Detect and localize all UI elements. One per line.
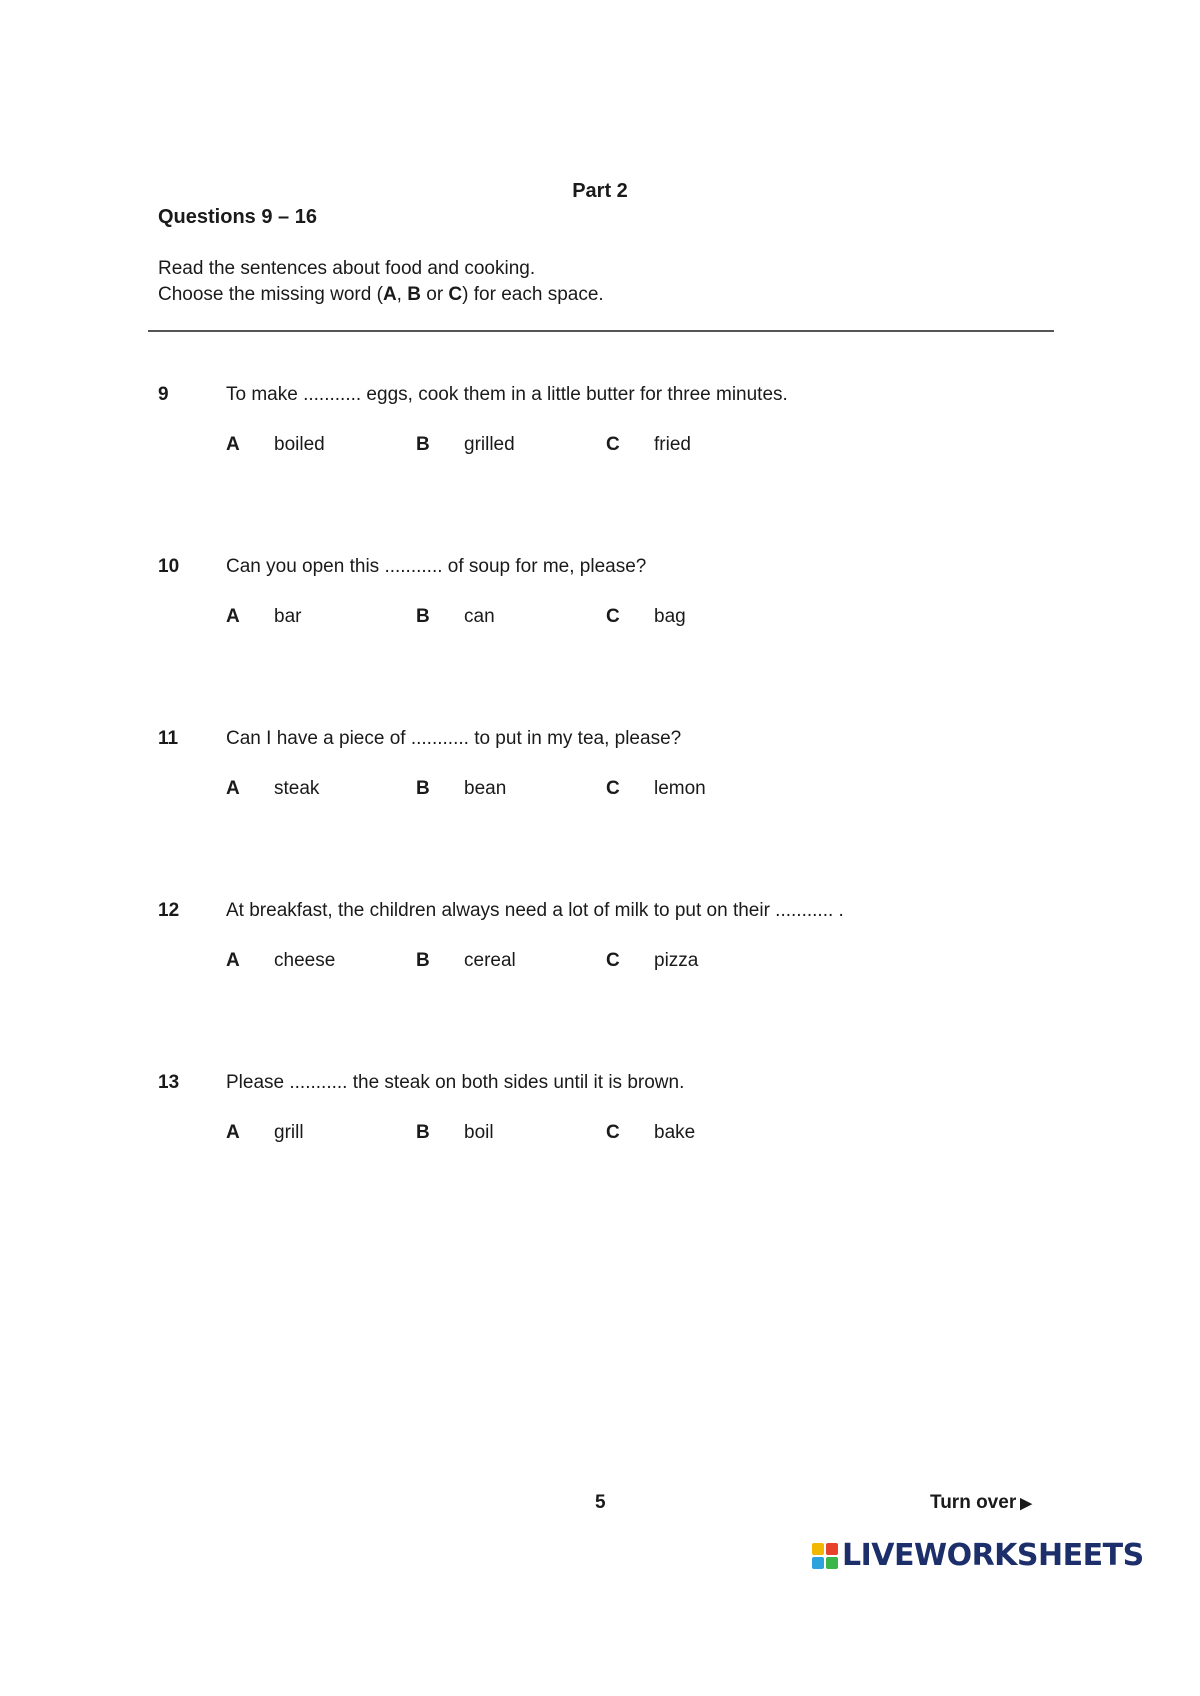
- option-c[interactable]: lemon: [654, 778, 706, 799]
- option-letter-c: C: [606, 950, 620, 971]
- instructions: [158, 256, 604, 308]
- question-number: 11: [158, 728, 179, 749]
- option-c[interactable]: pizza: [654, 950, 699, 971]
- option-letter-a: A: [226, 778, 240, 799]
- option-a[interactable]: cheese: [274, 950, 336, 971]
- option-letter-c: C: [606, 434, 620, 455]
- option-letter-a: A: [226, 434, 240, 455]
- instruction-line-1: Read the sentences about food and cooking.: [158, 258, 536, 279]
- question-number: 10: [158, 556, 180, 577]
- option-letter-b: B: [416, 950, 430, 971]
- option-c[interactable]: bag: [654, 606, 686, 627]
- option-letter-b: B: [416, 606, 430, 627]
- logo-square-1: [812, 1543, 824, 1555]
- option-b[interactable]: cereal: [464, 950, 516, 971]
- turn-over: [930, 1492, 1032, 1514]
- option-letter-c: C: [606, 1122, 620, 1143]
- question-number: 9: [158, 384, 169, 405]
- question-text: At breakfast, the children always need a lot of milk to put on their ........... .: [226, 900, 844, 921]
- option-letter-a: A: [226, 606, 240, 627]
- option-letter-a: A: [226, 1122, 240, 1143]
- option-c[interactable]: fried: [654, 434, 691, 455]
- question-text: To make ........... eggs, cook them in a little butter for three minutes.: [226, 384, 788, 405]
- option-letter-b: B: [416, 1122, 430, 1143]
- option-a[interactable]: grill: [274, 1122, 304, 1143]
- option-b[interactable]: grilled: [464, 434, 515, 455]
- logo-square-4: [826, 1557, 838, 1569]
- option-letter-a: A: [226, 950, 240, 971]
- option-b[interactable]: bean: [464, 778, 507, 799]
- turn-over-label: Turn over: [930, 1492, 1017, 1513]
- option-letter-c: C: [606, 778, 620, 799]
- question-text: Can you open this ........... of soup for me, please?: [226, 556, 647, 577]
- option-a[interactable]: steak: [274, 778, 320, 799]
- option-letter-c: C: [606, 606, 620, 627]
- questions-range: Questions 9 – 16: [158, 206, 317, 228]
- option-b[interactable]: boil: [464, 1122, 494, 1143]
- logo-square-3: [812, 1557, 824, 1569]
- instruction-line-2: Choose the missing word (A, B or C) for each space.: [158, 284, 604, 305]
- question-number: 13: [158, 1072, 180, 1093]
- option-letter-b: B: [416, 778, 430, 799]
- right-triangle-icon: ▶: [1020, 1495, 1032, 1512]
- option-letter-b: B: [416, 434, 430, 455]
- option-a[interactable]: boiled: [274, 434, 325, 455]
- question-number: 12: [158, 900, 180, 921]
- divider: [148, 330, 1054, 332]
- logo-square-2: [826, 1543, 838, 1555]
- liveworksheets-logo: [812, 1538, 1144, 1573]
- question-text: Can I have a piece of ........... to put in my tea, please?: [226, 728, 682, 749]
- question-text: Please ........... the steak on both sides until it is brown.: [226, 1072, 685, 1093]
- option-b[interactable]: can: [464, 606, 495, 627]
- option-a[interactable]: bar: [274, 606, 302, 627]
- option-c[interactable]: bake: [654, 1122, 696, 1143]
- page-number: 5: [595, 1492, 606, 1513]
- part-title: Part 2: [572, 180, 628, 202]
- logo-grid-icon: [812, 1543, 838, 1569]
- logo-text: LIVEWORKSHEETS: [842, 1538, 1144, 1573]
